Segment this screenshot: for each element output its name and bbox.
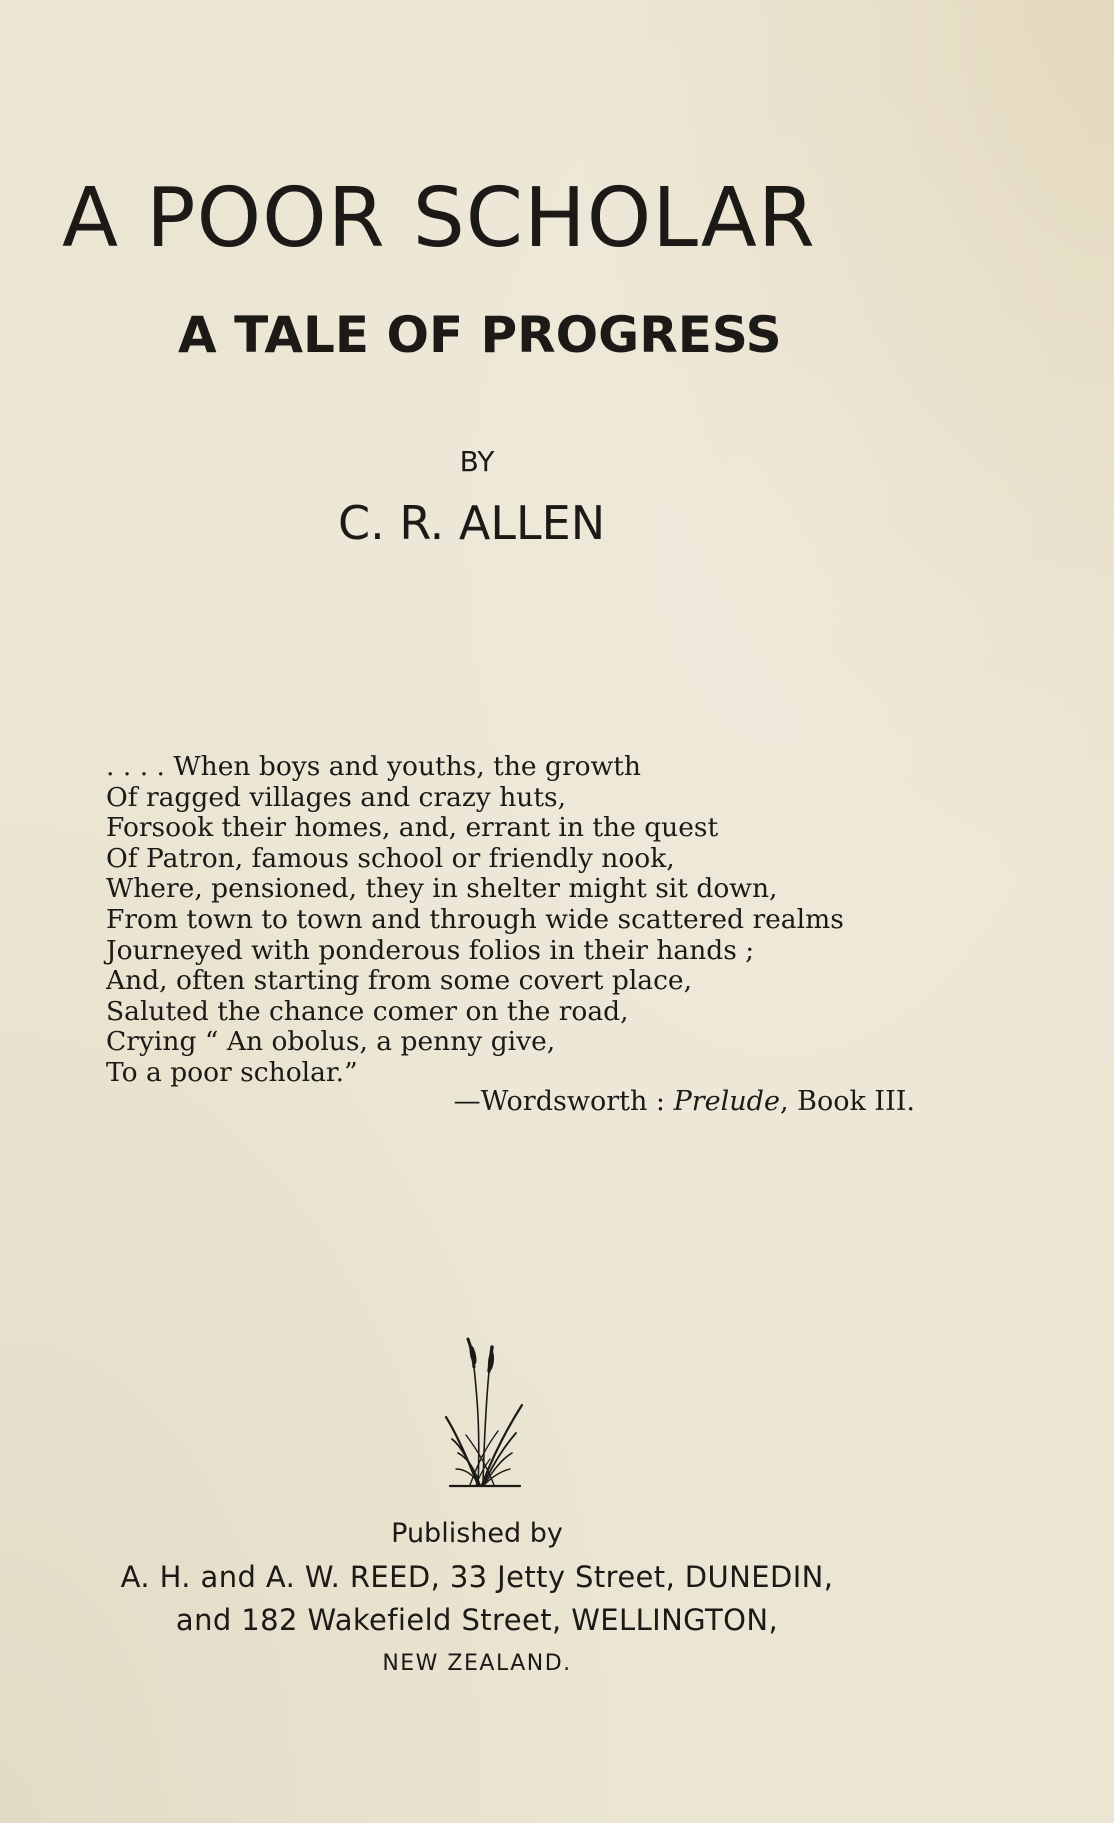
book-subtitle: A TALE OF PROGRESS [178,306,782,364]
attribution-suffix: , Book III. [779,1086,915,1117]
epigraph-line: Of Patron, famous school or friendly nook, [106,842,675,874]
epigraph-line: Crying “ An obolus, a penny give, [106,1026,556,1058]
publisher-block [0,1520,954,1675]
epigraph-line: Forsook their homes, and, errant in the quest [106,812,719,844]
epigraph-line: . . . . When boys and youths, the growth [106,751,641,782]
attribution-work: Prelude [673,1086,780,1117]
epigraph-line: Of ragged villages and crazy huts, [106,781,567,813]
reed-emblem-icon [440,1335,530,1495]
author-name: C. R. ALLEN [338,496,606,550]
publisher-address-line2: and 182 Wakefield Street, WELLINGTON, [175,1603,779,1637]
epigraph-line: And, often starting from some covert place, [106,965,693,997]
epigraph-line: From town to town and through wide scattered realms [106,903,844,935]
book-title: A POOR SCHOLAR [62,171,816,266]
by-label: BY [459,445,495,478]
published-by-label: Published by [391,1518,563,1549]
epigraph-line: Where, pensioned, they in shelter might sit down, [106,873,778,905]
publisher-country: NEW ZEALAND. [382,1651,572,1676]
attribution-prefix: —Wordsworth : [453,1086,674,1117]
epigraph-attribution [454,1088,915,1115]
epigraph-line: Saluted the chance comer on the road, [106,995,629,1027]
epigraph [106,752,844,1089]
epigraph-line: Journeyed with ponderous folios in their hands ; [106,934,755,966]
publisher-address-line1: A. H. and A. W. REED, 33 Jetty Street, DUNEDIN, [120,1560,834,1594]
epigraph-line: To a poor scholar.” [106,1056,358,1088]
